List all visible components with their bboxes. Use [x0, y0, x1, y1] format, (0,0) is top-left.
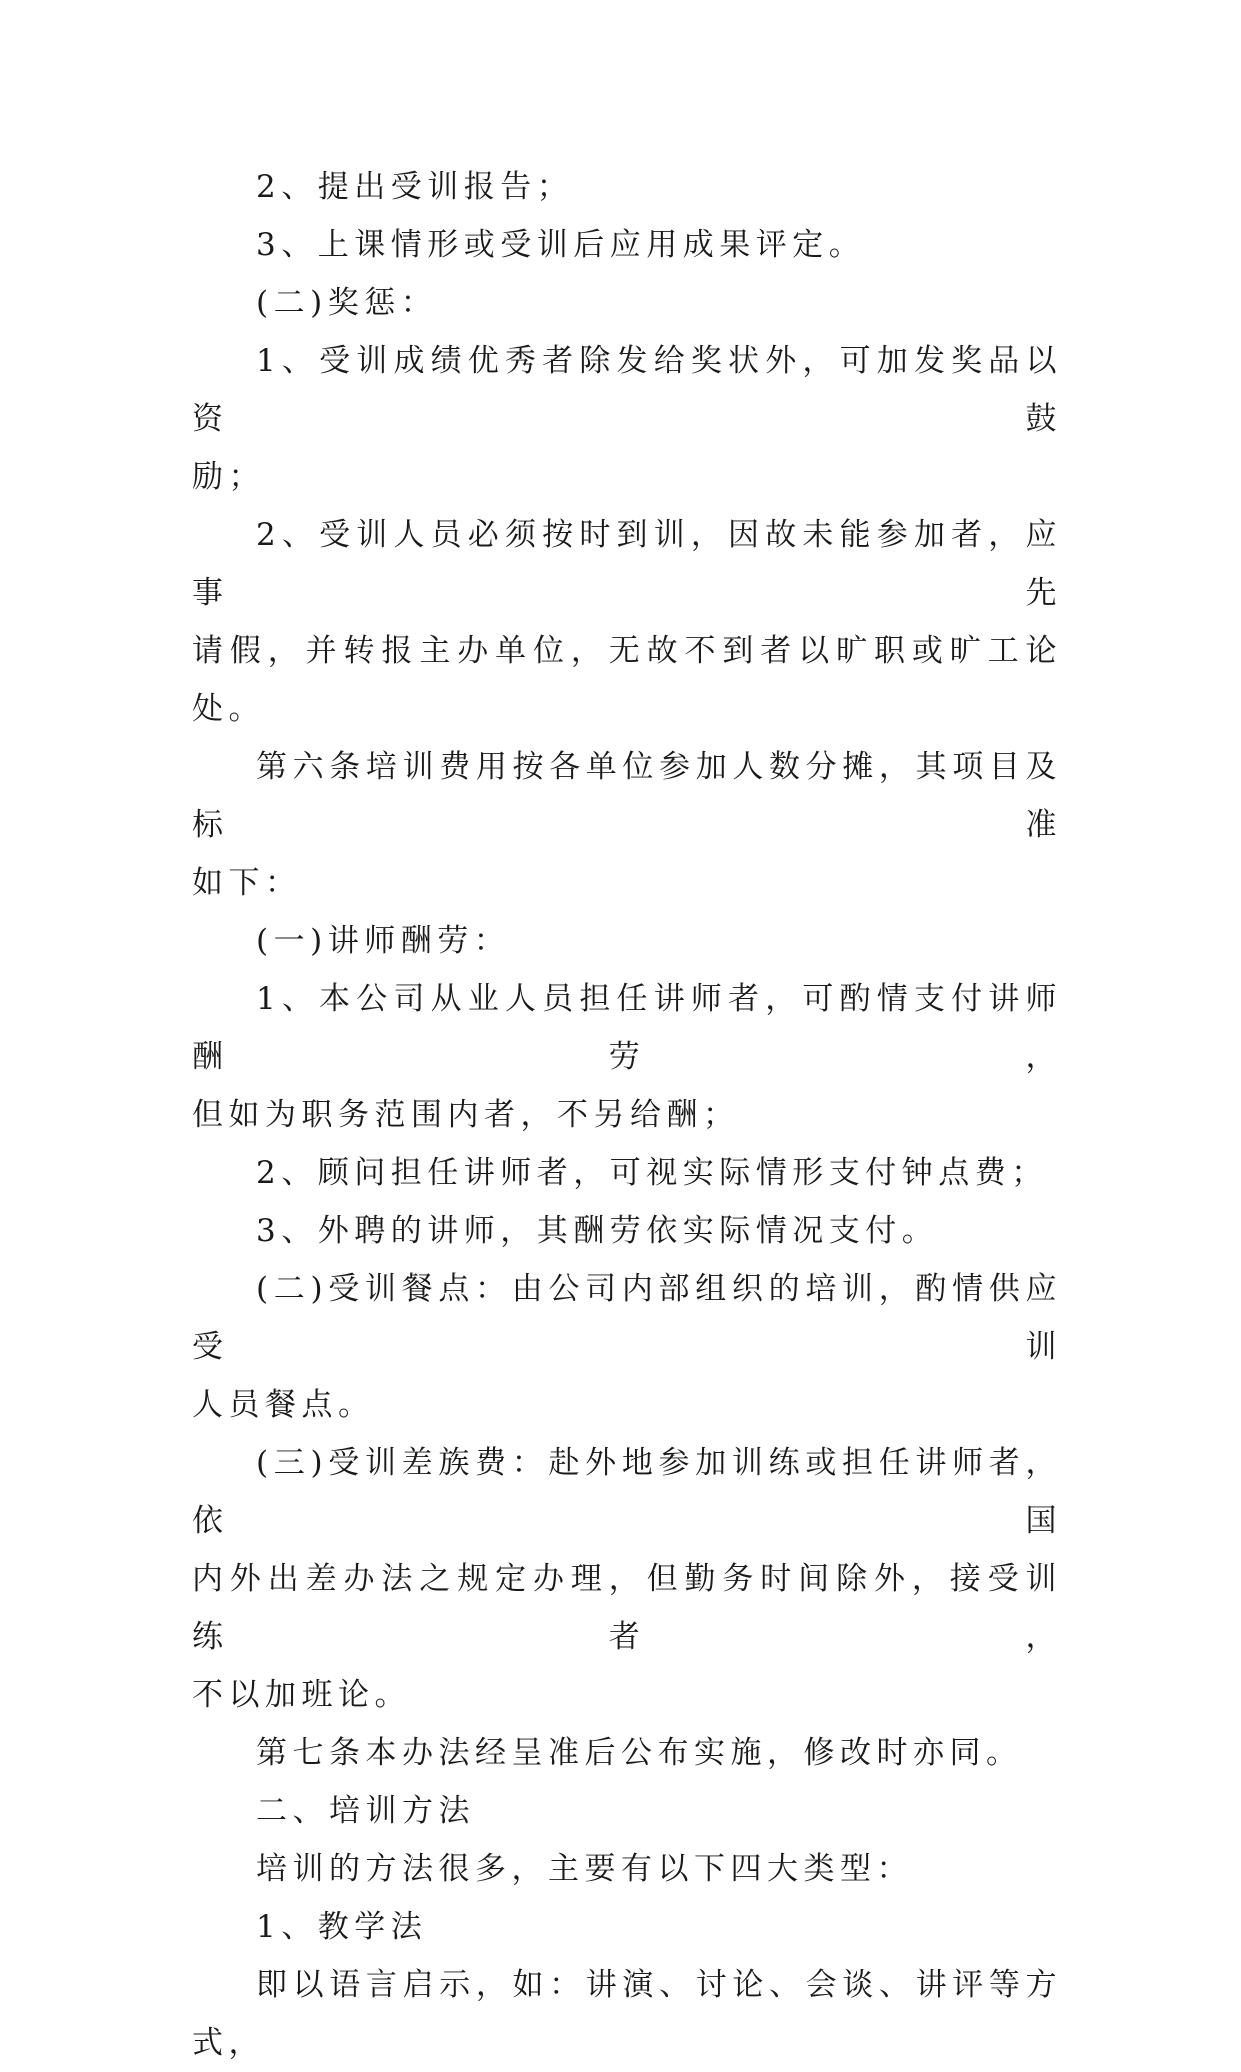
paragraph-line: 第七条本办法经呈准后公布实施，修改时亦同。 — [256, 1735, 1023, 1771]
paragraph-line: 培训的方法很多，主要有以下四大类型： — [256, 1851, 913, 1887]
paragraph-line: 二、培训方法 — [256, 1793, 475, 1829]
paragraph-line: (二)奖惩： — [256, 285, 438, 321]
paragraph-line: 第六条培训费用按各单位参加人数分摊，其项目及标准 — [192, 749, 1062, 843]
paragraph-line: 励； — [192, 459, 265, 495]
paragraph-line: 1、本公司从业人员担任讲师者，可酌情支付讲师酬劳， — [192, 981, 1062, 1075]
paragraph-line: 1、受训成绩优秀者除发给奖状外，可加发奖品以资鼓 — [192, 343, 1062, 437]
paragraph-line: 不以加班论。 — [192, 1677, 411, 1713]
paragraph-line: 2、受训人员必须按时到训，因故未能参加者，应事先 — [192, 517, 1062, 611]
paragraph-line: (一)讲师酬劳： — [256, 923, 511, 959]
paragraph-line: 内外出差办法之规定办理，但勤务时间除外，接受训练者， — [192, 1561, 1062, 1655]
paragraph-line: 3、外聘的讲师，其酬劳依实际情况支付。 — [256, 1213, 939, 1249]
paragraph-line: 即以语言启示，如：讲演、讨论、会谈、讲评等方式， — [192, 1967, 1062, 2061]
paragraph-line: 3、上课情形或受训后应用成果评定。 — [256, 227, 866, 263]
paragraph-line: (三)受训差族费：赴外地参加训练或担任讲师者，依国 — [192, 1445, 1062, 1539]
paragraph-line: 如下： — [192, 865, 302, 901]
paragraph-line: 人员餐点。 — [192, 1387, 375, 1423]
paragraph-line: 2、顾问担任讲师者，可视实际情形支付钟点费； — [256, 1155, 1048, 1191]
paragraph-line: 请假，并转报主办单位，无故不到者以旷职或旷工论处。 — [192, 633, 1062, 727]
document-body — [192, 158, 1062, 2072]
paragraph-line: 2、提出受训报告； — [256, 169, 574, 205]
paragraph-line: (二)受训餐点：由公司内部组织的培训，酌情供应受训 — [192, 1271, 1062, 1365]
paragraph-line: 1、教学法 — [256, 1909, 428, 1945]
paragraph-line: 但如为职务范围内者，不另给酬； — [192, 1097, 740, 1133]
